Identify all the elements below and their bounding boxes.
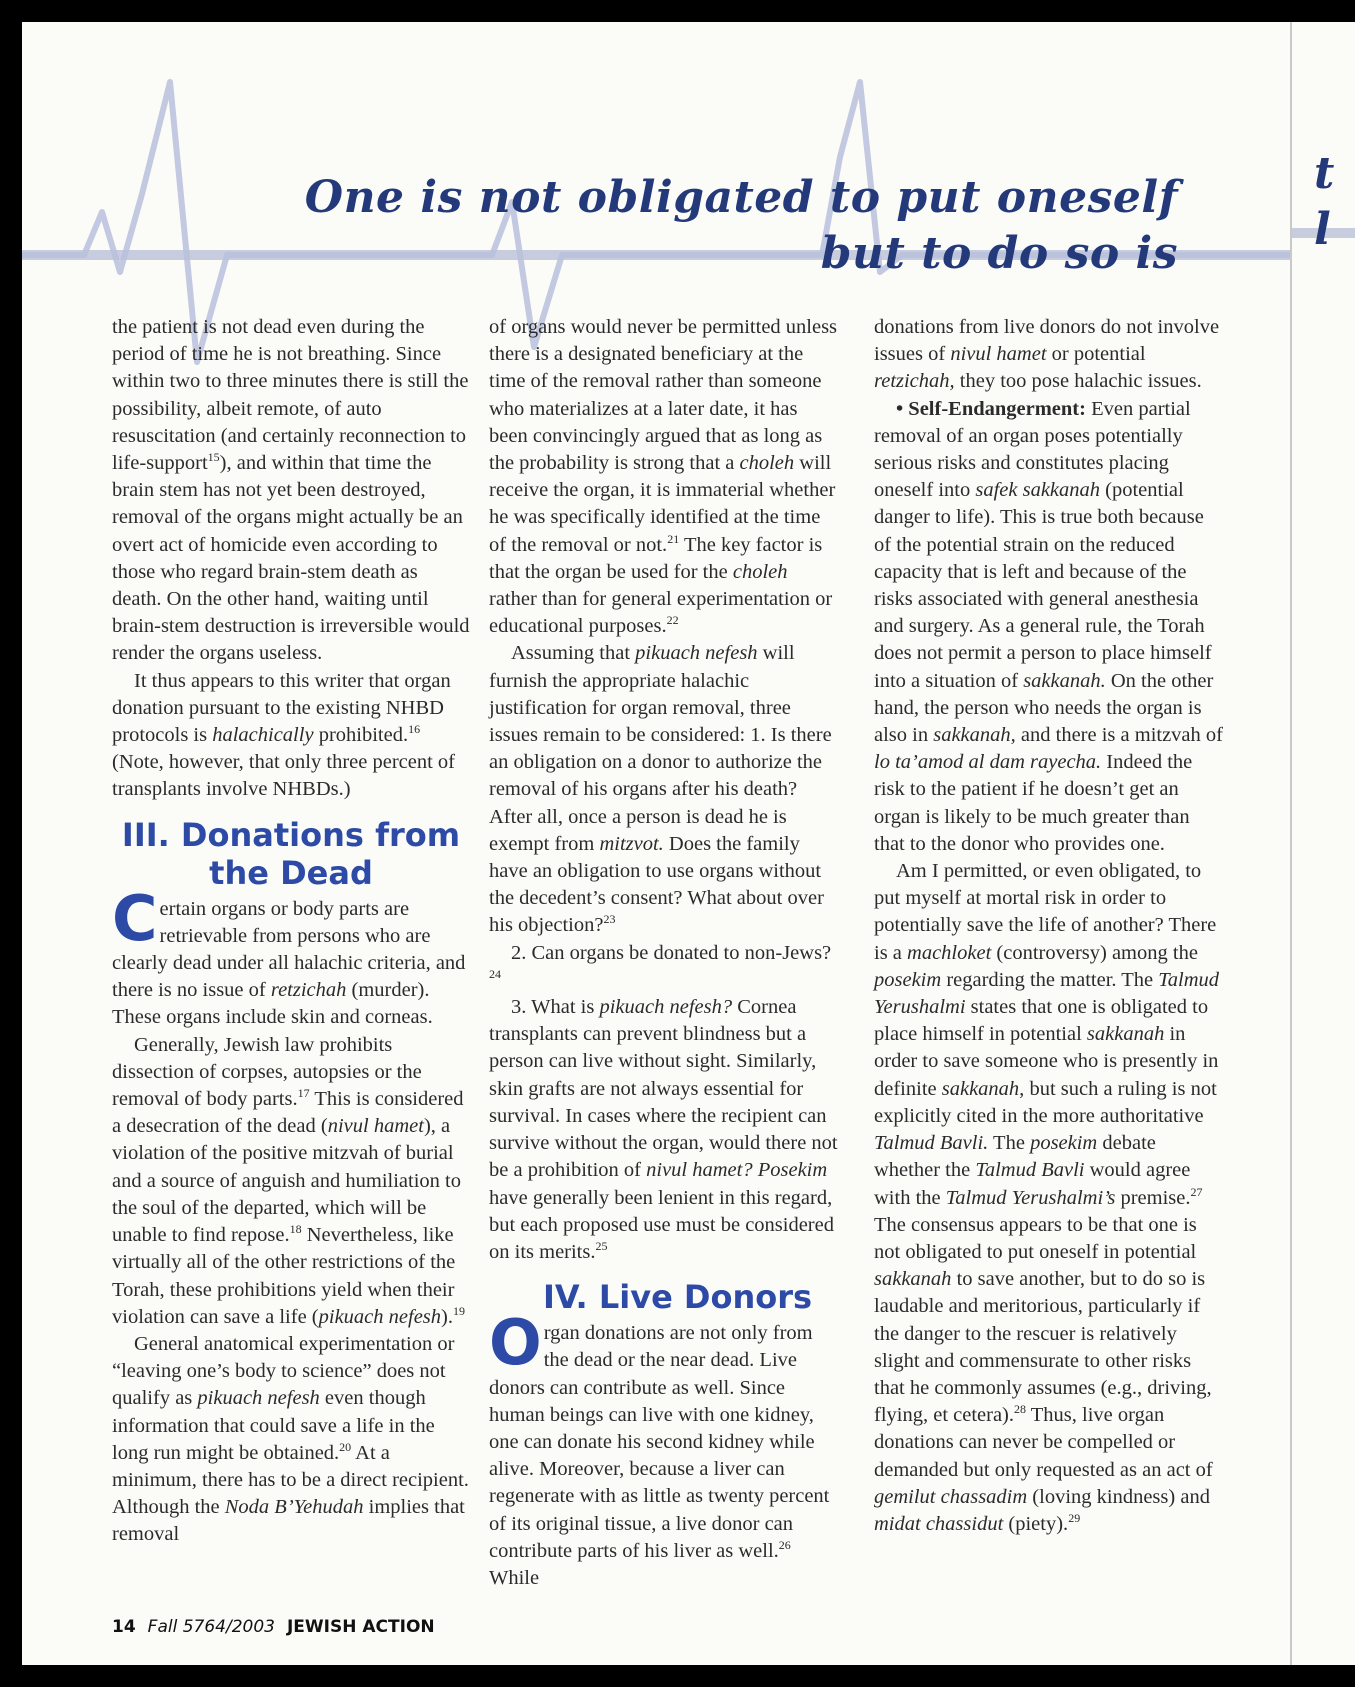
footnote-ref: 22 xyxy=(666,613,679,628)
issue-label: Fall 5764/2003 xyxy=(147,1617,275,1637)
page-number: 14 xyxy=(112,1617,136,1637)
paragraph: of organs would never be permitted unless there is a designated beneficiary at the time of the removal rather than someone who materializes at a later date, it has been convincingly argued that as long as the probability is strong that a choleh will receive the organ, it is immaterial whether he was specifically identified at the time of the removal or not.$^{21}$ The key factor is that the organ be used for the choleh rather than for general experimentation or educational purposes.$^{22}$ xyxy=(489,316,838,638)
paragraph: Generally, Jewish law prohibits dissection of corpses, autopsies or the removal of body parts.$^{17}$ This is considered a desecration of the dead (nivul hamet), a violation of the positive mitzvah of burial and a source of anguish and humiliation to the soul of the departed, which will be unable to find repose.$^{18}$ Nevertheless, like virtually all of the other restrictions of the Torah, these prohibitions yield when their violation can save a life (pikuach nefesh).$^{19}$ xyxy=(112,1033,465,1328)
paragraph: donations from live donors do not involve issues of nivul hamet or potential retzichah, they too pose halachic issues. xyxy=(874,316,1220,393)
paragraph-with-drop-cap: Organ donations are not only from the dead or the near dead. Live donors can contribute as well. Since human beings can live with one kidney, one can donate his second kidney while alive. Moreover, because a liver can regenerate with as little as twenty percent of its original tissue, a live donor can contribute parts of his liver as well.$^{26}$ While xyxy=(489,1306,830,1589)
pull-quote-line-2: but to do so is xyxy=(820,228,1178,279)
footnote-ref: 25 xyxy=(595,1239,608,1254)
footnote-ref: 19 xyxy=(452,1303,465,1318)
paragraph-with-drop-cap: Certain organs or body parts are retrievable from persons who are clearly dead under all halachic criteria, and there is no issue of retzichah (murder). These organs include skin and corneas. xyxy=(112,881,466,1029)
footnote-ref: 20 xyxy=(339,1439,352,1454)
footnote-ref: 15 xyxy=(207,450,220,465)
footnote-ref: 18 xyxy=(289,1222,302,1237)
section-heading-donations-from-dead: III. Donations from the Dead xyxy=(121,815,461,892)
footnote-ref: 29 xyxy=(1068,1511,1081,1526)
footnote-ref: 26 xyxy=(778,1537,791,1552)
drop-cap: O xyxy=(489,1306,542,1380)
pull-quote-line-1: One is not obligated to put oneself xyxy=(304,172,1178,223)
drop-cap: C xyxy=(112,881,158,955)
paragraph: the patient is not dead even during the period of time he is not breathing. Since within two to three minutes there is still the possibility, albeit remote, of auto resuscitation (and certainly reconnection to life-support$^{15}$), and within that time the brain stem has not yet been destroyed, removal of the organs might actually be an overt act of homicide even according to those who regard brain-stem death as death. On the other hand, waiting until brain-stem destruction is irreversible would render the organs useless. xyxy=(112,316,470,665)
footnote-ref: 27 xyxy=(1190,1184,1203,1199)
column-1 xyxy=(112,314,470,1549)
self-endangerment-label: • Self-Endangerment: xyxy=(896,397,1086,420)
section-heading-live-donors: IV. Live Donors xyxy=(543,1278,813,1317)
paragraph: It thus appears to this writer that organ donation pursuant to the existing NHBD protocols is halachically prohibited.$^{16}$ (Note, however, that only three percent of transplants involve NHBDs.) xyxy=(112,669,455,801)
footnote-ref: 21 xyxy=(667,531,680,546)
next-page-edge xyxy=(1290,22,1355,1665)
magazine-name: JEWISH ACTION xyxy=(286,1617,435,1637)
paragraph: • Self-Endangerment: Even partial removal of an organ poses potentially serious risks and constitutes placing oneself into safek sakkanah (potential danger to life). This is true both because of the potential strain on the reduced capacity that is left and because of the risks associated with general anesthesia and surgery. As a general rule, the Torah does not permit a person to place himself into a situation of sakkanah. On the other hand, the person who needs the organ is also in sakkanah, and there is a mitzvah of lo ta’amod al dam rayecha. Indeed the risk to the patient if he doesn’t get an organ is likely to be much greater than that to the donor who provides one. xyxy=(874,397,1223,855)
paragraph: Am I permitted, or even obligated, to put myself at mortal risk in order to potentially save the life of another? There is a machloket (controversy) among the posekim regarding the matter. The Talmud Yerushalmi states that one is obligated to place himself in potential sakkanah in order to save someone who is presently in definite sakkanah, but such a ruling is not explicitly cited in the more authoritative Talmud Bavli. The posekim debate whether the Talmud Bavli would agree with the Talmud Yerushalmi’s premise.$^{27}$ The consensus appears to be that one is not obligated to put oneself in potential sakkanah to save another, but to do so is laudable and meritorious, particularly if the danger to the rescuer is relatively slight and commensurate to other risks that he commonly assumes (e.g., driving, flying, et cetera).$^{28}$ Thus, live organ donations can never be compelled or demanded but only requested as an act of gemilut chassadim (loving kindness) and midat chassidut (piety).$^{29}$ xyxy=(874,860,1220,1535)
column-3 xyxy=(874,314,1224,1538)
next-page-fragment-1: t xyxy=(1314,148,1335,199)
footnote-ref: 17 xyxy=(297,1086,310,1101)
paragraph: 3. What is pikuach nefesh? Cornea transplants can prevent blindness but a person can live without sight. Similarly, skin grafts are not always essential for survival. In cases where the recipient can survive without the organ, would there not be a prohibition of nivul hamet? Posekim have generally been lenient in this regard, but each proposed use must be considered on its merits.$^{25}$ xyxy=(489,996,838,1263)
footnote-ref: 28 xyxy=(1014,1402,1027,1417)
page-footer xyxy=(112,1617,435,1637)
footnote-ref: 16 xyxy=(408,722,421,737)
next-page-fragment-2: l xyxy=(1314,204,1331,255)
pull-quote xyxy=(305,170,1178,282)
paragraph: 2. Can organs be donated to non-Jews?$^{24}$ xyxy=(489,941,832,982)
footnote-ref: 23 xyxy=(603,912,616,927)
magazine-page xyxy=(22,22,1290,1665)
footnote-ref: 24 xyxy=(489,967,501,982)
column-2 xyxy=(489,314,839,1592)
paragraph: General anatomical experimentation or “leaving one’s body to science” does not qualify as pikuach nefesh even though information that could save a life in the long run might be obtained.$^{20}$ At a minimum, there has to be a direct recipient. Although the Noda B’Yehudah implies that removal xyxy=(112,1332,469,1546)
paragraph: Assuming that pikuach nefesh will furnish the appropriate halachic justification for organ removal, three issues remain to be considered: 1. Is there an obligation on a donor to authorize the removal of his organs after his death? After all, once a person is dead he is exempt from mitzvot. Does the family have an obligation to use organs without the decedent’s consent? What about over his objection?$^{23}$ xyxy=(489,642,832,937)
